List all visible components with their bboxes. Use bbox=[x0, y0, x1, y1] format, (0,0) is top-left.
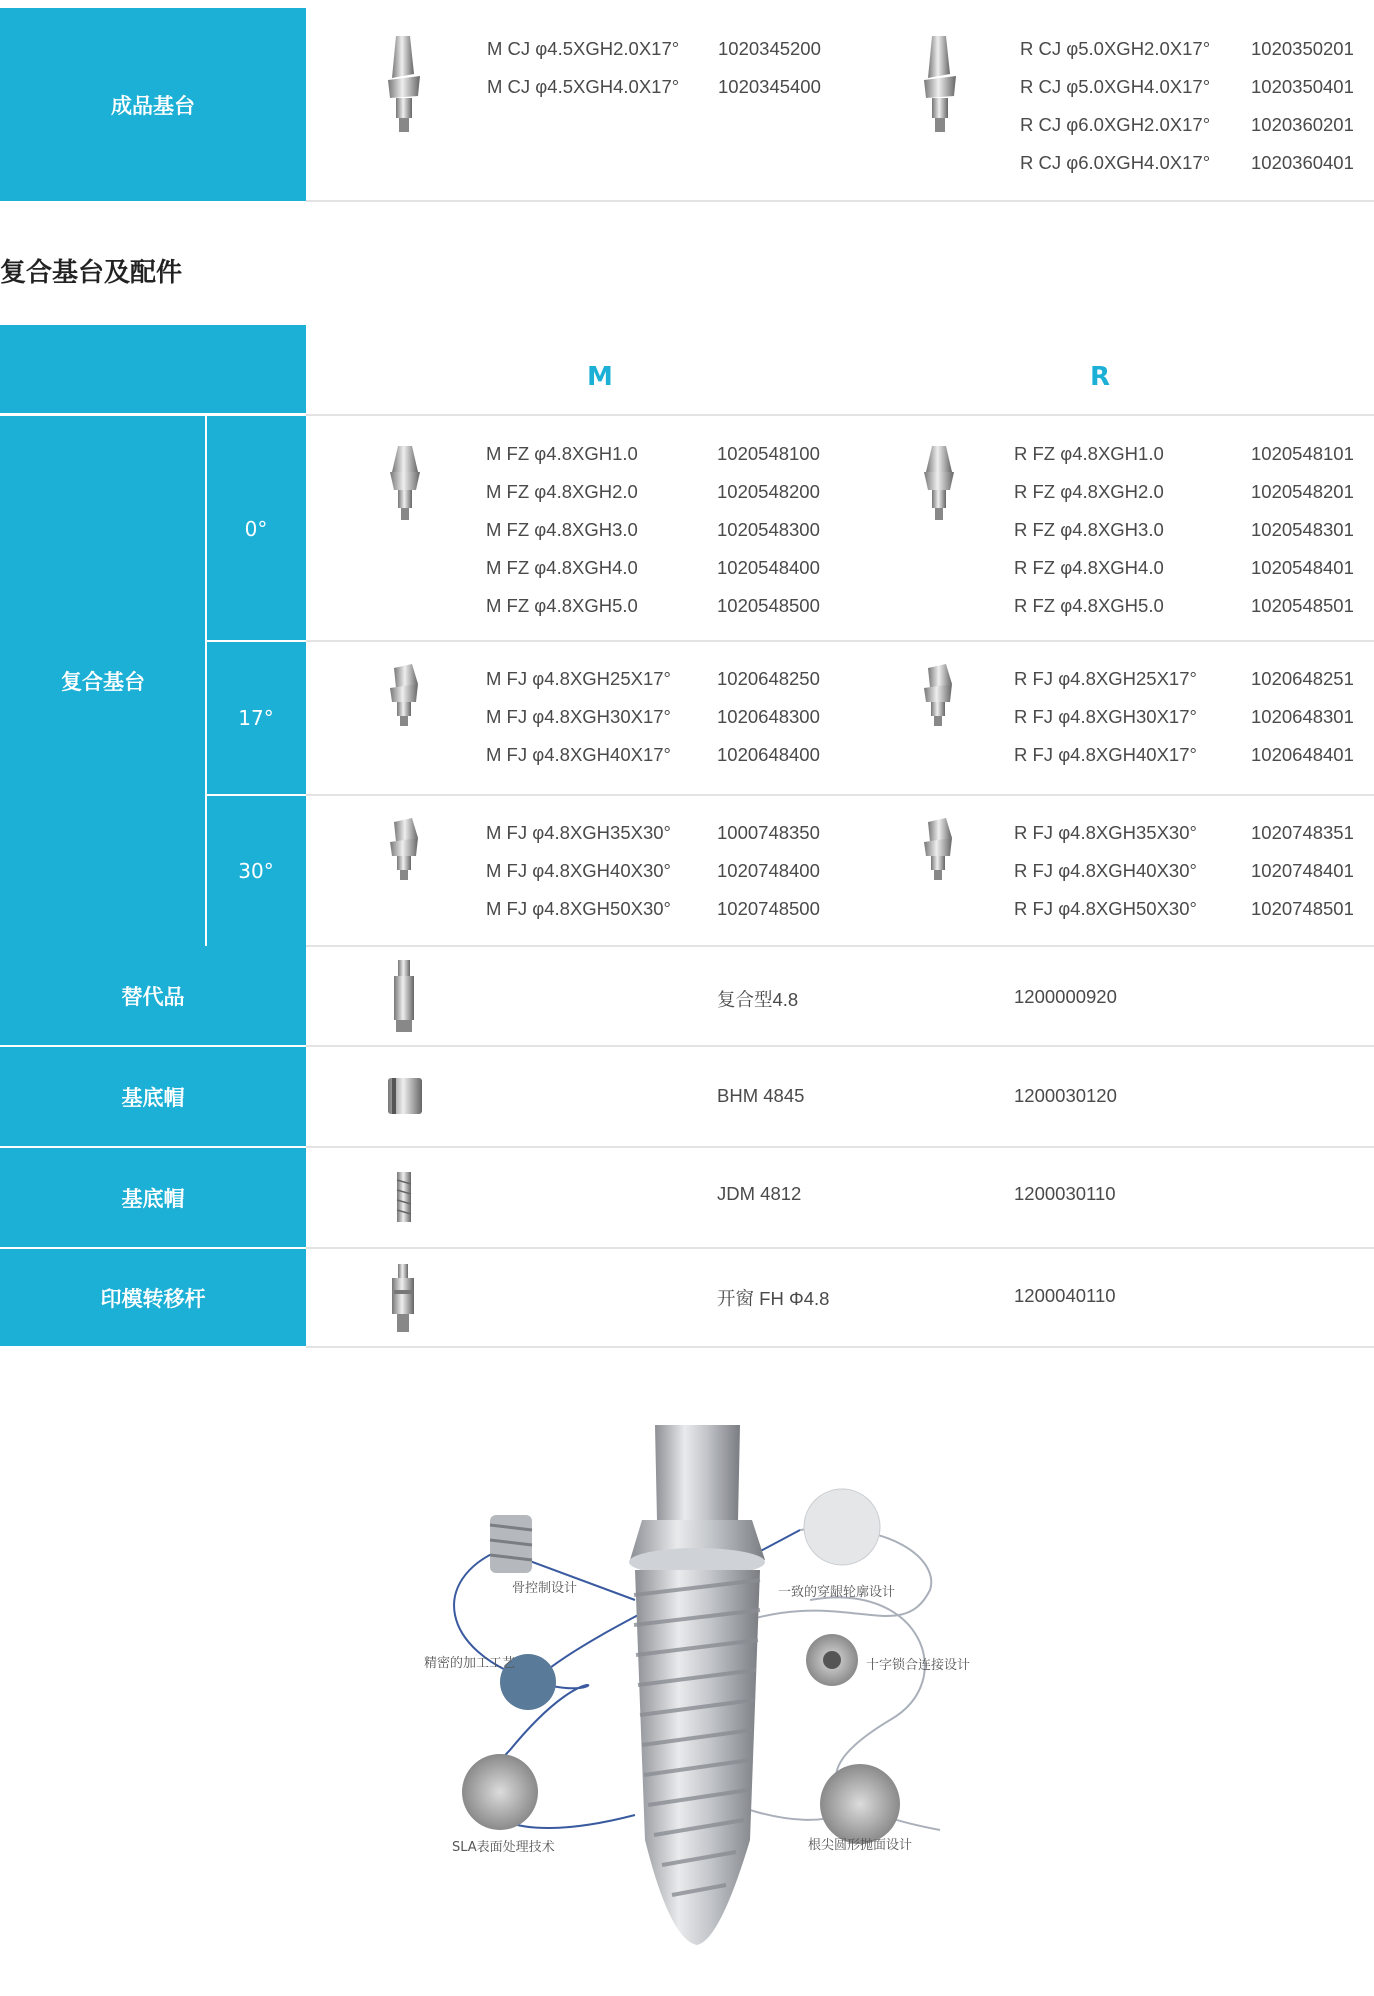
accessory-name: BHM 4845 bbox=[717, 1085, 805, 1106]
product-name: M FJ φ4.8XGH30X17° bbox=[486, 706, 671, 727]
angled-abutment-icon bbox=[920, 34, 960, 136]
accessory-label: 基底帽 bbox=[121, 1085, 185, 1110]
product-code: 1020360401 bbox=[1251, 152, 1354, 173]
divider bbox=[306, 1247, 1374, 1249]
divider bbox=[306, 794, 1374, 796]
product-name: R FJ φ4.8XGH30X17° bbox=[1014, 706, 1197, 727]
product-code: 1020345400 bbox=[718, 76, 821, 97]
product-code: 1020648401 bbox=[1251, 744, 1354, 765]
product-name: M FZ φ4.8XGH3.0 bbox=[486, 519, 638, 540]
cross-lock-label: 十字锁合连接设计 bbox=[866, 1658, 971, 1673]
product-name: M FZ φ4.8XGH1.0 bbox=[486, 443, 638, 464]
divider bbox=[206, 640, 306, 642]
product-code: 1020548100 bbox=[717, 443, 820, 464]
product-code: 1020350401 bbox=[1251, 76, 1354, 97]
product-code: 1020748401 bbox=[1251, 860, 1354, 881]
section-title: 复合基台及配件 bbox=[0, 258, 183, 288]
impression-coping-icon bbox=[388, 1262, 418, 1334]
angled-multiunit-icon bbox=[386, 662, 422, 728]
product-code: 1020548101 bbox=[1251, 443, 1354, 464]
angle-label: 17° bbox=[238, 706, 274, 730]
divider bbox=[306, 1045, 1374, 1047]
product-name: M FZ φ4.8XGH5.0 bbox=[486, 595, 638, 616]
divider bbox=[306, 1146, 1374, 1148]
product-code: 1020648251 bbox=[1251, 668, 1354, 689]
angle-cell bbox=[206, 641, 306, 795]
accessory-label-cell bbox=[0, 1249, 306, 1346]
angle-label: 30° bbox=[238, 858, 274, 883]
product-code: 1020360201 bbox=[1251, 114, 1354, 135]
product-code: 1020548200 bbox=[717, 481, 820, 502]
product-code: 1020748501 bbox=[1251, 898, 1354, 919]
angled-multiunit-icon bbox=[920, 816, 956, 882]
product-code: 1000748350 bbox=[717, 822, 820, 843]
column-header-r: R bbox=[1090, 362, 1111, 392]
product-code: 1020748400 bbox=[717, 860, 820, 881]
product-name: R CJ φ5.0XGH2.0X17° bbox=[1020, 38, 1211, 59]
product-code: 1020345200 bbox=[718, 38, 821, 59]
composite-label: 复合基台 bbox=[61, 670, 145, 694]
sleeve-icon bbox=[386, 1076, 424, 1116]
product-name: M FJ φ4.8XGH40X30° bbox=[486, 860, 671, 881]
product-name: M FJ φ4.8XGH35X30° bbox=[486, 822, 671, 843]
product-code: 1020648400 bbox=[717, 744, 820, 765]
accessory-label: 替代品 bbox=[121, 984, 185, 1009]
divider bbox=[306, 414, 1374, 416]
finished-abutment-label-cell bbox=[0, 8, 306, 201]
finished-abutment-label: 成品基台 bbox=[111, 93, 195, 118]
implant-feature-diagram bbox=[420, 1420, 1020, 1960]
product-code: 1020548401 bbox=[1251, 557, 1354, 578]
product-code: 1020648250 bbox=[717, 668, 820, 689]
product-name: R FJ φ4.8XGH35X30° bbox=[1014, 822, 1197, 843]
composite-label-cell bbox=[0, 416, 206, 946]
product-code: 1020648300 bbox=[717, 706, 820, 727]
product-name: M FZ φ4.8XGH4.0 bbox=[486, 557, 638, 578]
product-name: R CJ φ6.0XGH2.0X17° bbox=[1020, 114, 1211, 135]
product-code: 1020548501 bbox=[1251, 595, 1354, 616]
product-name: R FZ φ4.8XGH4.0 bbox=[1014, 557, 1164, 578]
product-name: M FZ φ4.8XGH2.0 bbox=[486, 481, 638, 502]
product-name: R FZ φ4.8XGH2.0 bbox=[1014, 481, 1164, 502]
angle-label: 0° bbox=[244, 516, 268, 541]
divider bbox=[0, 413, 306, 415]
straight-abutment-icon bbox=[920, 444, 958, 524]
product-code: 1020350201 bbox=[1251, 38, 1354, 59]
angled-multiunit-icon bbox=[920, 662, 956, 728]
header-corner-cell bbox=[0, 325, 306, 415]
product-name: R FZ φ4.8XGH1.0 bbox=[1014, 443, 1164, 464]
straight-abutment-icon bbox=[386, 444, 424, 524]
product-name: R CJ φ6.0XGH4.0X17° bbox=[1020, 152, 1211, 173]
divider bbox=[306, 945, 1374, 947]
accessory-code: 1200030110 bbox=[1014, 1183, 1116, 1204]
emergence-profile-icon bbox=[804, 1489, 880, 1565]
angle-cell bbox=[206, 795, 306, 946]
screw-cap-icon bbox=[394, 1170, 414, 1224]
product-code: 1020748351 bbox=[1251, 822, 1354, 843]
product-name: M FJ φ4.8XGH25X17° bbox=[486, 668, 671, 689]
accessory-label-cell bbox=[0, 1148, 306, 1247]
product-code: 1020548201 bbox=[1251, 481, 1354, 502]
product-name: R FZ φ4.8XGH5.0 bbox=[1014, 595, 1164, 616]
accessory-code: 1200000920 bbox=[1014, 986, 1117, 1007]
thread-detail-icon bbox=[490, 1515, 532, 1573]
bone-control-label: 骨控制设计 bbox=[512, 1581, 578, 1596]
product-name: M FJ φ4.8XGH50X30° bbox=[486, 898, 671, 919]
product-name: M CJ φ4.5XGH2.0X17° bbox=[487, 38, 680, 59]
product-code: 1020748500 bbox=[717, 898, 820, 919]
product-name: R FJ φ4.8XGH40X30° bbox=[1014, 860, 1197, 881]
product-code: 1020548500 bbox=[717, 595, 820, 616]
product-code: 1020648301 bbox=[1251, 706, 1354, 727]
product-name: M FJ φ4.8XGH40X17° bbox=[486, 744, 671, 765]
precision-label: 精密的加工工艺 bbox=[424, 1656, 516, 1671]
product-code: 1020548300 bbox=[717, 519, 820, 540]
product-code: 1020548400 bbox=[717, 557, 820, 578]
accessory-label-cell bbox=[0, 946, 306, 1045]
product-name: R CJ φ5.0XGH4.0X17° bbox=[1020, 76, 1211, 97]
accessory-label: 基底帽 bbox=[121, 1186, 185, 1211]
accessory-code: 1200030120 bbox=[1014, 1085, 1117, 1106]
divider bbox=[306, 640, 1374, 642]
accessory-label: 印模转移杆 bbox=[100, 1286, 206, 1311]
apex-design-icon bbox=[820, 1764, 900, 1844]
accessory-name: 复合型4.8 bbox=[717, 989, 799, 1010]
apex-label: 根尖圆形抛面设计 bbox=[808, 1838, 913, 1853]
analog-icon bbox=[390, 958, 418, 1034]
product-name: M CJ φ4.5XGH4.0X17° bbox=[487, 76, 680, 97]
product-name: R FJ φ4.8XGH25X17° bbox=[1014, 668, 1197, 689]
accessory-code: 1200040110 bbox=[1014, 1285, 1116, 1306]
product-code: 1020548301 bbox=[1251, 519, 1354, 540]
column-header-m: M bbox=[587, 362, 613, 392]
sla-surface-icon bbox=[462, 1754, 538, 1830]
accessory-name: JDM 4812 bbox=[717, 1183, 802, 1204]
angled-multiunit-icon bbox=[386, 816, 422, 882]
divider bbox=[205, 416, 207, 946]
product-name: R FZ φ4.8XGH3.0 bbox=[1014, 519, 1164, 540]
divider bbox=[306, 200, 1374, 202]
accessory-label-cell bbox=[0, 1047, 306, 1146]
emergence-label: 一致的穿龈轮廓设计 bbox=[778, 1585, 896, 1600]
sla-label: SLA表面处理技术 bbox=[452, 1840, 555, 1855]
angled-abutment-icon bbox=[384, 34, 424, 136]
divider bbox=[306, 1346, 1374, 1348]
product-name: R FJ φ4.8XGH50X30° bbox=[1014, 898, 1197, 919]
divider bbox=[206, 794, 306, 796]
accessory-name: 开窗 FH Φ4.8 bbox=[717, 1288, 830, 1309]
product-name: R FJ φ4.8XGH40X17° bbox=[1014, 744, 1197, 765]
angle-cell bbox=[206, 416, 306, 641]
